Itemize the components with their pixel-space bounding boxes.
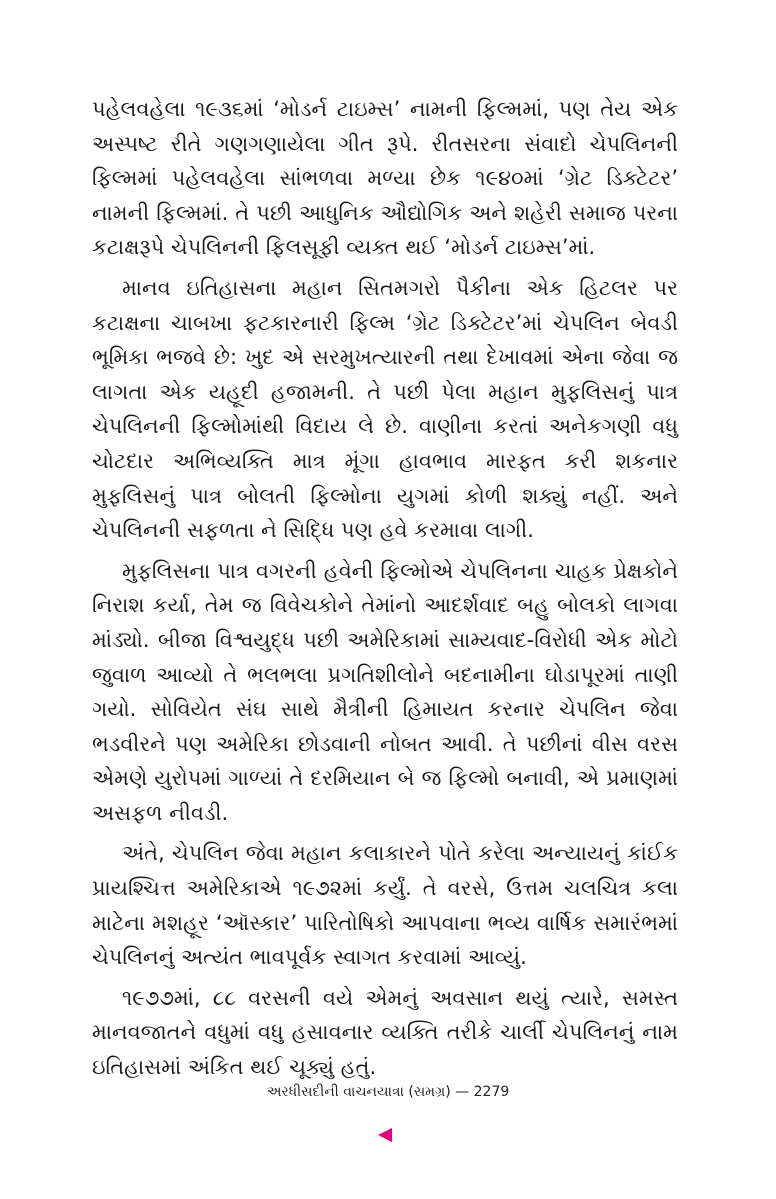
paragraph-4: અંતે, ચેપલિન જેવા મહાન કલાકારને પોતે કરેલા અન્યાયનું કાંઈક પ્રાયશ્ચિત્ત અમેરિકાએ ૧૯૭૨માં કર્યું. તે વરસે, ઉત્તમ ચલચિત્ર કલા માટેના મશહૂર ‘ઑસ્કાર’ પારિતોષિકો આપવાના ભવ્ય વાર્ષિક સમારંભમાં ચેપલિનનું અત્યંત ભાવપૂર્વક સ્વાગત કરવામાં આવ્યું. — [92, 841, 678, 970]
paragraph-2: માનવ ઇતિહાસના મહાન સિતમગરો પૈકીના એક હિટલર પર કટાક્ષના ચાબખા ફટકારનારી ફિલ્મ ‘ગ્રેટ ડિક્ટેટર’માં ચેપલિન બેવડી ભૂમિકા ભજવે છે: ખુદ એ સરમુખત્યારની તથા દેખાવમાં એના જેવા જ લાગતા એક યહૂદી હજામની. તે પછી પેલા મહાન મુફલિસનું પાત્ર ચેપલિનની ફિલ્મોમાંથી વિદાય લે છે. વાણીના કરતાં અનેકગણી વધુ ચોટદાર અભિવ્યક્તિ માત્ર મૂંગા હાવભાવ મારફત કરી શકનાર મુફલિસનું પાત્ર બોલતી ફિલ્મોના યુગમાં કોળી શક્યું નહીં. અને ચેપલિનની સફળતા ને સિદ્ધિ પણ હવે કરમાવા લાગી. — [92, 275, 678, 543]
previous-page-arrow-icon[interactable] — [378, 1128, 392, 1142]
page-body — [92, 92, 678, 1091]
paragraph-5: ૧૯૭૭માં, ૮૮ વરસની વયે એમનું અવસાન થયું ત્યારે, સમસ્ત માનવજાતને વધુમાં વધુ હસાવનાર વ્યક્તિ તરીકે ચાર્લી ચેપલિનનું નામ ઇતિહાસમાં અંકિત થઈ ચૂક્યું હતું. — [92, 985, 678, 1080]
page-footer: અરધીસદીની વાચનયાત્રા (સમગ્ર) — 2279 — [266, 1084, 510, 1100]
paragraph-3: મુફલિસના પાત્ર વગરની હવેની ફિલ્મોએ ચેપલિનના ચાહક પ્રેક્ષકોને નિરાશ કર્યા, તેમ જ વિવેચકોને તેમાંનો આદર્શવાદ બહુ બોલકો લાગવા માંડ્યો. બીજા વિશ્વયુદ્ધ પછી અમેરિકામાં સામ્યવાદ-વિરોધી એક મોટો જુવાળ આવ્યો તે ભલભલા પ્રગતિશીલોને બદનામીના ઘોડાપૂરમાં તાણી ગયો. સોવિયેત સંઘ સાથે મૈત્રીની હિમાયત કરનાર ચેપલિન જેવા ભડવીરને પણ અમેરિકા છોડવાની નોબત આવી. તે પછીનાં વીસ વરસ એમણે યુરોપમાં ગાળ્યાં તે દરમિયાન બે જ ફિલ્મો બનાવી, એ પ્રમાણમાં અસફળ નીવડી. — [92, 558, 678, 825]
paragraph-1: પહેલવહેલા ૧૯૩૬માં ‘મોડર્ન ટાઇમ્સ’ નામની ફિલ્મમાં, પણ તેય એક અસ્પષ્ટ રીતે ગણગણાયેલા ગીત રૂપે. રીતસરના સંવાદો ચેપલિનની ફિલ્મમાં પહેલવહેલા સાંભળવા મળ્યા છેક ૧૯૪૦માં ‘ગ્રેટ ડિક્ટેટર’ નામની ફિલ્મમાં. તે પછી આધુનિક ઔદ્યોગિક અને શહેરી સમાજ પરના કટાક્ષરૂપે ચેપલિનની ફિલસૂફી વ્યક્ત થઈ ‘મોડર્ન ટાઇમ્સ’માં. — [92, 97, 678, 260]
